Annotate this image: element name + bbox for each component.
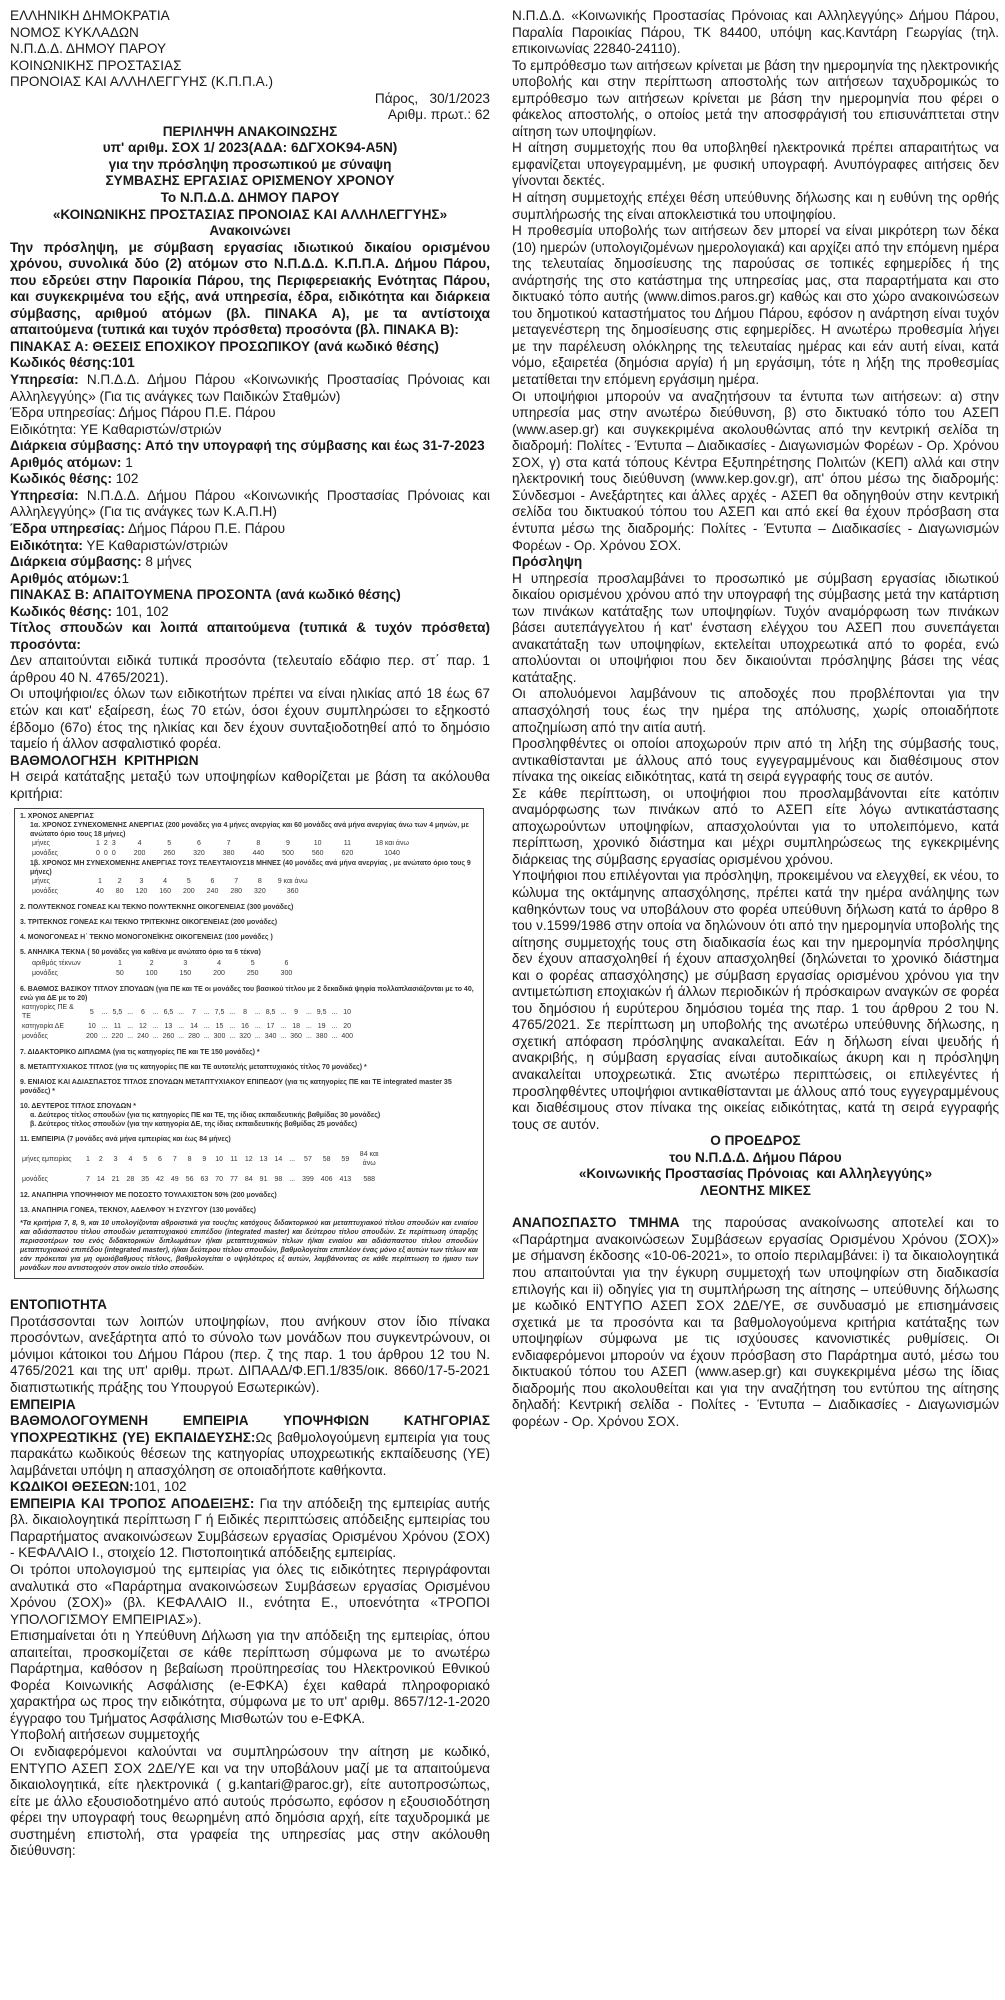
hiring-paragraph: Η υπηρεσία προσλαμβάνει το προσωπικό με σύμβαση εργασίας ιδιωτικού δικαίου ορισμένου χρόνου από την υπογραφή της σύμβασης μετά την κατάρτιση των πινάκων κατάταξης των υποψηφίων. Τυχόν αναμόρφωση των πινάκων βάσει αυτεπάγγελτου ή κατ' ένσταση ελέγχου του ΑΣΕΠ που συνεπάγεται ανακατάταξη των υποψηφίων, εκτελείται υποχρεωτικά από το φορέα, ενώ απολύονται οι υποψήφιοι που δεν δικαιούνται πρόσληψης βάσει της νέας κατάταξης. — [512, 570, 999, 685]
criterion-1a: 1α. ΧΡΟΝΟΣ ΣΥΝΕΧΟΜΕΝΗΣ ΑΝΕΡΓΙΑΣ (200 μονάδες για 4 μήνες ανεργίας και 60 μονάδες ανά μήνα ανεργίας άνω των 4 μηνών, με ανώτατο όριο τους 18 μήνες) — [30, 822, 469, 839]
intro-paragraph: Την πρόσληψη, με σύμβαση εργασίας ιδιωτικού δικαίου ορισμένου χρόνου, συνολικά δύο (2) ατόμων στο Ν.Π.Δ.Δ. Κ.Π.Π.Α. Δήμου Πάρου, που εδρεύει στην Παροικία Πάρου, της Περιφερειακής Ενότητας Πάρου, και συγκεκριμένα του εξής, ανά υπηρεσία, έδρα, ειδικότητα και διάρκεια σύμβασης, αριθμού ατόμων (βλ. ΠΙΝΑΚΑ Α), με τα αντίστοιχα απαιτούμενα (τυπικά και τυχόν πρόσθετα) προσόντα (βλ. ΠΙΝΑΚΑ Β): — [10, 239, 490, 338]
criterion-1b-table — [32, 877, 312, 897]
table-b-title-suffix: (ανά κωδικό θέσης) — [271, 587, 401, 603]
criterion-10b: β. Δεύτερος τίτλος σπουδών (για την κατηγορία ΔΕ, της ίδιας εκπαιδευτικής βαθμίδας 25 μονάδες) — [30, 1121, 358, 1129]
criterion-10a: α. Δεύτερος τίτλος σπουδών (για τις κατηγορίες ΠΕ και ΤΕ, της ίδιας εκπαιδευτικής βαθμίδας 30 μονάδες) — [30, 1112, 381, 1120]
annex-label: ΑΝΑΠΟΣΠΑΣΤΟ ΤΜΗΜΑ — [512, 1215, 680, 1231]
position-101 — [10, 355, 490, 471]
qualifications-text: Δεν απαιτούνται ειδικά τυπικά προσόντα (τελευταίο εδάφιο περ. στ΄ παρ. 1 άρθρου 40 Ν. 4765/2021). — [10, 653, 490, 685]
signatory-name: ΛΕΟΝΤΗΣ ΜΙΚΕΣ — [700, 1182, 811, 1198]
months-row: μήνες 1 2 3 4 5 6 7 8 9 10 11 18 και άνω — [32, 840, 409, 848]
position-codes: 101, 102 — [115, 603, 169, 619]
experience-months-row: μήνες εμπειρίας 1 2 3 4 5 6 7 8 9 10 11 12 13 14 ... 57 58 59 84 και άνω — [22, 1151, 379, 1168]
qualifications-heading: Τίτλος σπουδών και λοιπά απαιτούμενα (τυπικά & τυχόν πρόσθετα) προσόντα: — [10, 620, 490, 652]
experience-subtext: Ως βαθμολογούμενη εμπειρία για τους παρακάτω κωδικούς θέσεων της κατηγορίας υποχρεωτικής εκπαίδευσης (ΥΕ) λαμβάνεται υπόψη η απασχόληση σε οποιαδήποτε καθήκοντα. — [10, 1429, 490, 1478]
position-code: 101 — [111, 355, 135, 371]
criteria-scoring-table — [14, 808, 484, 1279]
declaration-note: Επισημαίνεται ότι η Υπεύθυνη Δήλωση για την απόδειξη της εμπειρίας, όπου απαιτείται, προσκομίζεται σε κάθε περίπτωση σύμφωνα με το ανωτέρω Παράρτημα, καθόσον η βεβαίωση προϋπηρεσίας του Ηλεκτρονικού Εθνικού Φορέα Κοινωνικής Ασφάλισης (e-ΕΦΚΑ) έχει καθαρά πληροφοριακό χαρακτήρα ως προς την ειδικότητα, σύμφωνα με το υπ' αριθμ. 8657/12-1-2020 έγγραφο του Τμήματος Ασφάλισης Μισθωτών του e-ΕΦΚΑ. — [10, 1628, 490, 1726]
criterion-10: 10. ΔΕΥΤΕΡΟΣ ΤΙΤΛΟΣ ΣΠΟΥΔΩΝ * — [20, 1103, 136, 1111]
declaration-paragraph: Η αίτηση συμμετοχής επέχει θέση υπεύθυνης δήλωσης και η ευθύνη της ορθής συμπλήρωσής της είναι αποκλειστικά του υποψηφίου. — [512, 190, 999, 222]
field-label: Κωδικός θέσης: — [10, 355, 112, 371]
seat-value: Δήμος Πάρου Π.Ε. Πάρου — [127, 520, 286, 536]
table-a-title: ΠΙΝΑΚΑΣ Α: ΘΕΣΕΙΣ ΕΠΟΧΙΚΟΥ ΠΡΟΣΩΠΙΚΟΥ (ανά κωδικό θέσης) — [10, 338, 439, 354]
criterion-5: 5. ΑΝΗΛΙΚΑ ΤΕΚΝΑ ( 50 μονάδες για καθένα με ανώτατο όριο τα 6 τέκνα) — [20, 949, 261, 957]
hiring-paragraph: Σε κάθε περίπτωση, οι υποψήφιοι που προσλαμβάνονται είτε κατόπιν αναμόρφωσης των πινάκων από το ΑΣΕΠ είτε λόγω αντικατάστασης αποχωρούντων υποψηφίων, απασχολούνται για το υπολειπόμενο, κατά περίπτωση, χρονικό διάστημα και μέχρι συμπληρώσεως της εγκεκριμένης διάρκειας της σύμβασης εργασίας ορισμένου χρόνου. — [512, 785, 999, 867]
title-line: «ΚΟΙΝΩΝΙΚΗΣ ΠΡΟΣΤΑΣΙΑΣ ΠΡΟΝΟΙΑΣ ΚΑΙ ΑΛΛΗΛΕΓΓΥΗΣ» — [52, 206, 448, 222]
protocol-number: Αριθμ. πρωτ.: 62 — [387, 107, 490, 123]
proof-text: Για την απόδειξη της εμπειρίας αυτής βλ. δικαιολογητικά περίπτωση Γ ή Ειδικές περιπτώσεις απόδειξης εμπειρίας του Παραρτήματος ανακοινώσεων Συμβάσεων εργασίας Ορισμένου Χρόνου (ΣΟΧ) - ΚΕΦΑΛΑΙΟ Ι., στοιχείο 12. Πιστοποιητικά απόδειξης εμπειρίας. — [10, 1495, 490, 1561]
criterion-4: 4. ΜΟΝΟΓΟΝΕΑΣ Η΄ ΤΕΚΝΟ ΜΟΝΟΓΟΝΕΪΚΗΣ ΟΙΚΟΓΕΝΕΙΑΣ (100 μονάδες ) — [20, 934, 273, 942]
criterion-13: 13. ΑΝΑΠΗΡΙΑ ΓΟΝΕΑ, ΤΕΚΝΟΥ, ΑΔΕΛΦΟΥ Ή ΣΥΖΥΓΟΥ (130 μονάδες) — [20, 1207, 256, 1215]
criteria-heading: ΒΑΘΜΟΛΟΓΗΣΗ ΚΡΙΤΗΡΙΩΝ — [10, 752, 199, 768]
field-label: Ειδικότητα: — [10, 537, 83, 553]
criterion-5-table — [32, 959, 296, 979]
title-line: για την πρόσληψη προσωπικού με σύναψη — [108, 156, 392, 172]
service-value: Ν.Π.Δ.Δ. Δήμου Πάρου «Κοινωνικής Προστασίας Πρόνοιας και Αλληλεγγύης» (Για τις ανάγκες των Παιδικών Σταθμών) — [10, 372, 490, 404]
position-code: 102 — [115, 471, 139, 487]
criterion-1: 1. ΧΡΟΝΟΣ ΑΝΕΡΓΙΑΣ — [20, 813, 94, 821]
issuer-block — [10, 8, 490, 91]
left-column — [10, 8, 490, 1860]
signature-requirement-paragraph: Η αίτηση συμμετοχής που θα υποβληθεί ηλεκτρονικά πρέπει απαραιτήτως να εμφανίζεται υπογεγραμμένη, με φυσική υπογραφή. Ανυπόγραφες αιτήσεις δεν γίνονται δεκτές. — [512, 140, 999, 189]
signature-block — [512, 1133, 999, 1199]
service-value: Ν.Π.Δ.Δ. Δήμου Πάρου «Κοινωνικής Προστασίας Πρόνοιας και Αλληλεγγύης» (Για τις ανάγκες των Κ.Α.Π.Η) — [10, 487, 490, 520]
field-label: Ειδικότητα: — [10, 421, 77, 437]
place-date: Πάρος, 30/1/2023 — [374, 90, 490, 106]
title-line: Το Ν.Π.Δ.Δ. ΔΗΜΟΥ ΠΑΡΟΥ — [160, 190, 340, 206]
criterion-8: 8. ΜΕΤΑΠΤΥΧΙΑΚΟΣ ΤΙΤΛΟΣ (για τις κατηγορίες ΠΕ και ΤΕ αυτοτελής μεταπτυχιακός τίτλος 70 μονάδες) * — [20, 1064, 367, 1072]
months-row: μήνες 1 2 3 4 5 6 7 8 9 και άνω — [32, 878, 308, 886]
field-label: Έδρα υπηρεσίας: — [10, 405, 116, 421]
experience-heading: ΕΜΠΕΙΡΙΑ — [10, 1396, 76, 1412]
issuer-line: ΚΟΙΝΩΝΙΚΗΣ ΠΡΟΣΤΑΣΙΑΣ — [10, 57, 182, 73]
criterion-9: 9. ΕΝΙΑΙΟΣ ΚΑΙ ΑΔΙΑΣΠΑΣΤΟΣ ΤΙΤΛΟΣ ΣΠΟΥΔΩΝ ΜΕΤΑΠΤΥΧΙΑΚΟΥ ΕΠΙΠΕΔΟΥ (για τις κατηγορίες ΠΕ και ΤΕ integrated master 35 μονάδες) * — [20, 1079, 452, 1096]
criterion-11: 11. ΕΜΠΕΙΡΙΑ (7 μονάδες ανά μήνα εμπειρίας και έως 84 μήνες) — [20, 1136, 231, 1144]
field-label: Αριθμός ατόμων: — [10, 454, 122, 470]
criterion-7: 7. ΔΙΔΑΚΤΟΡΙΚΟ ΔΙΠΛΩΜΑ (για τις κατηγορίες ΠΕ και ΤΕ 150 μονάδες) * — [20, 1049, 260, 1057]
signature-line: του Ν.Π.Δ.Δ. Δήμου Πάρου — [669, 1149, 842, 1165]
deadline-paragraph: Η προθεσμία υποβολής των αιτήσεων δεν μπορεί να είναι μικρότερη των δέκα (10) ημερών (υπολογιζομένων ημερολογιακά) και αρχίζει από την επόμενη ημέρα της τελευταίας δημοσίευσης της παρούσας σε τοπικές εφημερίδες ή της ανάρτησής της στο κατάστημα της υπηρεσίας μας, στα παραρτήματα και στο δικτυακό τόπο αυτής (www.dimos.paros.gr) καθώς και στο χώρο ανακοινώσεων του δημοτικού καταστήματος του Δήμου Πάρου, εφόσον η ανάρτηση είναι τυχόν μεταγενέστερη της δημοσίευσης στις εφημερίδες. Η ανωτέρω προθεσμία λήγει με την παρέλευση ολόκληρης της τελευταίας ημέρας και εάν αυτή είναι, κατά νόμο, εξαιρετέα (δημόσια αργία) ή μη εργάσιμη, τότε η λήξη της προθεσμίας μετατίθεται την επόμενη εργάσιμη ημέρα. — [512, 223, 999, 388]
hiring-paragraph: Προσληφθέντες οι οποίοι αποχωρούν πριν από τη λήξη της σύμβασής τους, αντικαθίστανται με άλλους από τους εγγεγραμμένους και διαθέσιμους στον πίνακα της οικείας ειδικότητας, κατά τη σειρά εγγραφής τους σε αυτόν. — [512, 736, 999, 785]
field-label: Έδρα υπηρεσίας: — [10, 520, 125, 536]
submission-address: Ν.Π.Δ.Δ. «Κοινωνικής Προστασίας Πρόνοιας και Αλληλεγγύης» Δήμου Πάρου, Παραλία Παροικίας Πάρου, ΤΚ 84400, υπόψη κας.Καντάρη Γεωργίας (τηλ. επικοινωνίας 22840-24110). — [512, 8, 999, 57]
forms-paragraph: Οι υποψήφιοι μπορούν να αναζητήσουν τα έντυπα των αιτήσεων: α) στην υπηρεσία μας στην ανωτέρω διεύθυνση, β) στο δικτυακό τόπο του ΑΣΕΠ (www.asep.gr) και συγκεκριμένα ακολουθώντας από την κεντρική σελίδα τη διαδρομή: Πολίτες - Έντυπα – Διαδικασίες - Διαγωνισμών Φορέων - Ορ. Χρόνου ΣΟΧ, γ) στα κατά τόπους Κέντρα Εξυπηρέτησης Πολιτών (ΚΕΠ) αλλά και στην ηλεκτρονική τους διεύθυνση (www.kep.gov.gr), απ' όπου μέσω της διαδρομής: Σύνδεσμοι - Ανεξάρτητες και άλλες αρχές - ΑΣΕΠ θα οδηγηθούν στην κεντρική σελίδα του δικτυακού τόπου του ΑΣΕΠ και από εκεί θα έχουν πρόσβαση στα έντυπα μέσω της διαδρομής: Πολίτες - Έντυπα – Διαδικασίες - Διαγωνισμών Φορέων - Ορ. Χρόνου ΣΟΧ. — [512, 388, 999, 553]
points-row: μονάδες 7 14 21 28 35 42 49 56 63 70 77 84 91 98 ... 399 406 413 588 — [22, 1176, 376, 1184]
document-title — [10, 124, 490, 240]
pe-te-row: κατηγορίες ΠΕ & ΤΕ 5 ... 5,5 ... 6 ... 6,5 ... 7 ... 7,5 ... 8 ... 8,5 ... 9 ... 9,5 ... 10 — [22, 1004, 352, 1021]
criterion-6: 6. ΒΑΘΜΟΣ ΒΑΣΙΚΟΥ ΤΙΤΛΟΥ ΣΠΟΥΔΩΝ (για ΠΕ και ΤΕ οι μονάδες του βασικού τίτλου με 2 δεκαδικά ψηφία πολλαπλασιάζονται με το 40, ενώ για ΔΕ με το 20) — [20, 986, 474, 1003]
field-label: Διάρκεια σύμβασης: — [10, 554, 142, 570]
signature-line: Ο ΠΡΟΕΔΡΟΣ — [710, 1133, 801, 1149]
title-line: ΣΥΜΒΑΣΗΣ ΕΡΓΑΣΙΑΣ ΟΡΙΣΜΕΝΟΥ ΧΡΟΝΟΥ — [105, 173, 395, 189]
field-label: Κωδικός θέσης: — [10, 603, 112, 619]
annex-text: της παρούσας ανακοίνωσης αποτελεί και το «Παράρτημα ανακοινώσεων Συμβάσεων εργασίας Ορισμένου Χρόνου (ΣΟΧ)» με σήμανση έκδοσης «10-06-2021», το οποίο περιλαμβάνει: i) τα δικαιολογητικά που απαιτούνται για την έγκυρη συμμετοχή των υποψηφίων στη διαδικασία επιλογής και ii) οδηγίες για τη συμπλήρωση της αίτησης – υπεύθυνης δήλωσης με κωδικό ΕΝΤΥΠΟ ΑΣΕΠ ΣΟΧ 2ΔΕ/ΥΕ, σε συνδυασμό με επισημάνσεις σχετικά με τα προσόντα και τα βαθμολογούμενα κριτήρια κατάταξης των υποψηφίων σύμφωνα με τις ισχύουσες κανονιστικές ρυθμίσεις. Οι ενδιαφερόμενοι μπορούν να έχουν πρόσβαση στο Παράρτημα αυτό, μέσω του δικτυακού τόπου του ΑΣΕΠ (www.asep.gr) και συγκεκριμένα μέσω της ίδιας διαδρομής που ακολουθείται και για την αναζήτηση του εντύπου της αίτησης δηλαδή: Κεντρική σελίδα - Πολίτες - Έντυπα – Διαδικασίες - Διαγωνισμών φορέων - Ορ. Χρόνου ΣΟΧ. — [512, 1215, 999, 1429]
locality-text: Προτάσσονται των λοιπών υποψηφίων, που ανήκουν στον ίδιο πίνακα προσόντων, ανεξάρτητα από το σύνολο των μονάδων που συγκεντρώνουν, οι μόνιμοι κάτοικοι του Δήμου Πάρου (περ. ζ της παρ. 1 του άρθρου 12 του Ν. 4765/2021 και της υπ' αριθμ. πρωτ. ΔΙΠΑΑΔ/Φ.ΕΠ.1/835/οικ. 8660/17-5-2021 διαπιστωτικής πράξης του Υπουργού Εσωτερικών). — [10, 1313, 490, 1395]
issuer-line: ΝΟΜΟΣ ΚΥΚΛΑΔΩΝ — [10, 24, 139, 40]
field-label: Υπηρεσία: — [10, 372, 79, 388]
signature-line: «Κοινωνικής Προστασίας Πρόνοιας και Αλληλεγγύης» — [578, 1166, 933, 1182]
criterion-2: 2. ΠΟΛΥΤΕΚΝΟΣ ΓΟΝΕΑΣ ΚΑΙ ΤΕΚΝΟ ΠΟΛΥΤΕΚΝΗΣ ΟΙΚΟΓΕΝΕΙΑΣ (300 μονάδες) — [20, 904, 294, 912]
points-row: μονάδες 50 100 150 200 250 300 — [32, 970, 293, 978]
position-codes: 101, 102 — [133, 1479, 187, 1495]
hiring-paragraph: Οι απολυόμενοι λαμβάνουν τις αποδοχές που προβλέπονται για την απασχόλησή τους έως την ημέρα της απόλυσης, χωρίς οποιαδήποτε αποζημίωση από την αιτία αυτή. — [512, 686, 999, 735]
criteria-intro: Η σειρά κατάταξης μεταξύ των υποψηφίων καθορίζεται με βάση τα ακόλουθα κριτήρια: — [10, 769, 490, 801]
issuer-line: ΠΡΟΝΟΙΑΣ ΚΑΙ ΑΛΛΗΛΕΓΓΥΗΣ (Κ.Π.Π.Α.) — [10, 74, 273, 90]
seat-value: Δήμος Πάρου Π.Ε. Πάρου — [118, 405, 276, 421]
de-row: κατηγορία ΔΕ 10 ... 11 ... 12 ... 13 ... 14 ... 15 ... 16 ... 17 ... 18 ... 19 ... 20 — [22, 1023, 352, 1031]
proof-label: ΕΜΠΕΙΡΙΑ ΚΑΙ ΤΡΟΠΟΣ ΑΠΟΔΕΙΞΗΣ: — [10, 1495, 255, 1511]
points-row: μονάδες 40 80 120 160 200 240 280 320 360 — [32, 888, 299, 896]
experience-subheading: ΒΑΘΜΟΛΟΓΟΥΜΕΝΗ ΕΜΠΕΙΡΙΑ ΥΠΟΨΗΦΙΩΝ ΚΑΤΗΓΟΡΙΑΣ ΥΠΟΧΡΕΩΤΙΚΗΣ (ΥΕ) ΕΚΠΑΙΔΕΥΣΗΣ: — [10, 1413, 490, 1445]
calculation-text: Οι τρόποι υπολογισμού της εμπειρίας για όλες τις ειδικότητες περιγράφονται αναλυτικά στο «Παράρτημα ανακοινώσεων Συμβάσεων εργασίας Ορισμένου Χρόνου (ΣΟΧ)» (βλ. ΚΕΦΑΛΑΙΟ ΙΙ., ενότητα Ε., υποενότητα «ΤΡΟΠΟΙ ΥΠΟΛΟΓΙΣΜΟΥ ΕΜΠΕΙΡΙΑΣ»). — [10, 1562, 490, 1627]
field-label: Διάρκεια σύμβασης: — [10, 438, 142, 454]
criteria-footnote: *Τα κριτήρια 7, 8, 9, και 10 υπολογίζονται αθροιστικά για τους/τις κατόχους διδακτορικού και μεταπτυχιακού τίτλου σπουδών και ενιαίου και αδιάσπαστου τίτλου σπουδών μεταπτυχιακού επιπέδου (integrated master) και δεύτερου τίτλου σπουδών. Σε περίπτωση ύπαρξης περισσοτέρων του ενός διδακτορικών διπλωμάτων ή/και μεταπτυχιακών τίτλων ή/και ενιαίου και αδιάσπαστου τίτλου σπουδών μεταπτυχιακού επιπέδου (integrated master), ή/και δεύτερου τίτλου σπουδών, βαθμολογείται επιπλέον ένας μόνο εξ αυτών των τίτλων και εάν πρόκειται για μη ομοιόβαθμους τίτλους, βαθμολογείται ο υψηλότερος εξ αυτών, λαμβάνοντας σε κάθε περίπτωση το ήμισυ των μονάδων που αντιστοιχούν στον οικείο τίτλο σπουδών. — [20, 1220, 478, 1273]
criterion-6-table — [22, 1003, 357, 1042]
criterion-1b: 1β. ΧΡΟΝΟΣ ΜΗ ΣΥΝΕΧΟΜΕΝΗΣ ΑΝΕΡΓΙΑΣ ΤΟΥΣ ΤΕΛΕΥΤΑΙΟΥΣ18 ΜΗΝΕΣ (40 μονάδες ανά μήνα ανεργίας , με ανώτατο όριο τους 9 μήνες) — [30, 860, 471, 877]
issuer-line: Ν.Π.Δ.Δ. ΔΗΜΟΥ ΠΑΡΟΥ — [10, 41, 167, 57]
persons-value: 1 — [121, 570, 129, 586]
persons-value: 1 — [125, 454, 133, 470]
field-label: Αριθμός ατόμων: — [10, 570, 122, 586]
points-row: μονάδες 0 0 0 200 260 320 380 440 500 560 620 1040 — [32, 850, 400, 858]
submission-heading: Υποβολή αιτήσεων συμμετοχής — [10, 1727, 200, 1743]
criterion-12: 12. ΑΝΑΠΗΡΙΑ ΥΠΟΨΗΦΙΟΥ ΜΕ ΠΟΣΟΣΤΟ ΤΟΥΛΑΧΙΣΤΟΝ 50% (200 μονάδες) — [20, 1192, 277, 1200]
locality-heading: ΕΝΤΟΠΙΟΤΗΤΑ — [10, 1297, 107, 1313]
title-line: Ανακοινώνει — [209, 223, 291, 239]
duration-value: Από την υπογραφή της σύμβασης και έως 31-7-2023 — [144, 438, 485, 454]
children-row: αριθμός τέκνων 1 2 3 4 5 6 — [32, 960, 289, 968]
criterion-3: 3. ΤΡΙΤΕΚΝΟΣ ΓΟΝΕΑΣ ΚΑΙ ΤΕΚΝΟ ΤΡΙΤΕΚΝΗΣ ΟΙΚΟΓΕΝΕΙΑΣ (200 μονάδες) — [20, 919, 278, 927]
criterion-1a-table — [32, 839, 413, 859]
age-requirement-text: Οι υποψήφιοι/ες όλων των ειδικοτήτων πρέπει να είναι ηλικίας από 18 έως 67 ετών και κατ' εξαίρεση, έως 70 ετών, όσοι έχουν συμπληρώσει το εξηκοστό έβδομο (67ο) έτος της ηλικίας και δεν έχουν συνταξιοδοτηθεί από το δημόσιο ταμείο ή άλλον ασφαλιστικό φορέα. — [10, 686, 490, 752]
title-line: υπ' αριθμ. ΣΟΧ 1/ 2023(ΑΔΑ: 6ΔΓΧΟΚ94-Α5Ν) — [102, 140, 398, 156]
hiring-paragraph: Υποψήφιοι που επιλέγονται για πρόσληψη, προκειμένου να ελεγχθεί, εκ νέου, το κώλυμα της οκτάμηνης απασχόλησης, πρέπει κατά την ημέρα ανάληψης των καθηκόντων τους να υποβάλουν στο φορέα υπεύθυνη δήλωση κατά το άρθρο 8 του ν.1599/1986 στην οποία να δηλώνουν ότι από την ημερομηνία υποβολής της αίτησης συμμετοχής τους στη διαδικασία έως και την ημερομηνία πρόσληψης δεν έχουν απασχοληθεί ή έχουν απασχοληθεί (δηλώνεται το χρονικό διάστημα και ο φορέας απασχόλησης) με σύμβαση εργασίας ορισμένου χρόνου για την αντιμετώπιση εποχιακών ή άλλων περιοδικών ή πρόσκαιρων αναγκών σε φορέα του δημόσιου ή ευρύτερου δημόσιου τομέα της παρ. 1 του άρθρου 2 του Ν. 4765/2021. Σε περίπτωση μη υποβολής της ανωτέρω υπεύθυνης δήλωσης, η σχετική απόφαση πρόσληψης ανακαλείται. Εάν η δήλωση είναι ψευδής ή ανακριβής, η σύμβαση εργασίας είναι αυτοδικαίως άκυρη και η πρόσληψη ανακαλείται υποχρεωτικά. Στις ανωτέρω περιπτώσεις, οι επιλεγέντες ή προσληφθέντες υποψήφιοι αντικαθίστανται με άλλους από τους εγγεγραμμένους και διαθέσιμους στον πίνακα της οικείας ειδικότητας, κατά τη σειρά εγγραφής τους σε αυτόν. — [512, 868, 999, 1132]
hiring-heading: Πρόσληψη — [512, 554, 583, 570]
field-label: Υπηρεσία: — [10, 487, 79, 503]
points-row: μονάδες 200 ... 220 ... 240 ... 260 ... 280 ... 300 ... 320 ... 340 ... 360 ... 380 ... 400 — [22, 1033, 353, 1041]
issuer-line: ΕΛΛΗΝΙΚΗ ΔΗΜΟΚΡΑΤΙΑ — [10, 8, 170, 23]
position-102 — [10, 471, 490, 587]
submission-text: Οι ενδιαφερόμενοι καλούνται να συμπληρώσουν την αίτηση με κωδικό, ΕΝΤΥΠΟ ΑΣΕΠ ΣΟΧ 2ΔΕ/ΥΕ και να την υποβάλουν μαζί με τα απαιτούμενα δικαιολογητικά, είτε ηλεκτρονικά ( g.kantari@paroc.gr), είτε αυτοπροσώπως, είτε με άλλο εξουσιοδοτημένο από αυτούς πρόσωπο, εφόσον η εξουσιοδότηση φέρει την υπογραφή τους θεωρημένη από δημόσια αρχή, είτε ταχυδρομικά με συστημένη επιστολή, στα γραφεία της υπηρεσίας μας στην ακόλουθη διεύθυνση: — [10, 1744, 490, 1859]
title-line: ΠΕΡΙΛΗΨΗ ΑΝΑΚΟΙΝΩΣΗΣ — [162, 123, 338, 139]
position-codes-label: ΚΩΔΙΚΟΙ ΘΕΣΕΩΝ: — [10, 1479, 134, 1495]
timeliness-paragraph: Το εμπρόθεσμο των αιτήσεων κρίνεται με βάση την ημερομηνία της ηλεκτρονικής υποβολής και στην περίπτωση αποστολής των αιτήσεων ταχυδρομικώς το εμπρόθεσμο των αιτήσεων κρίνεται με βάση την ημερομηνία που φέρει ο φάκελος αποστολής, ο οποίος μετά την αποσφράγισή του επισυνάπτεται στην αίτηση των υποψηφίων. — [512, 57, 999, 139]
right-column — [512, 8, 999, 1430]
criterion-11-table — [22, 1150, 384, 1185]
specialty-value: ΥΕ Καθαριστών/στριών — [86, 537, 228, 553]
table-b-title: ΠΙΝΑΚΑΣ Β: ΑΠΑΙΤΟΥΜΕΝΑ ΠΡΟΣΟΝΤΑ — [10, 587, 272, 603]
duration-value: 8 μήνες — [145, 554, 192, 570]
specialty-value: ΥΕ Καθαριστών/στριών — [79, 421, 222, 437]
field-label: Κωδικός θέσης: — [10, 471, 112, 487]
